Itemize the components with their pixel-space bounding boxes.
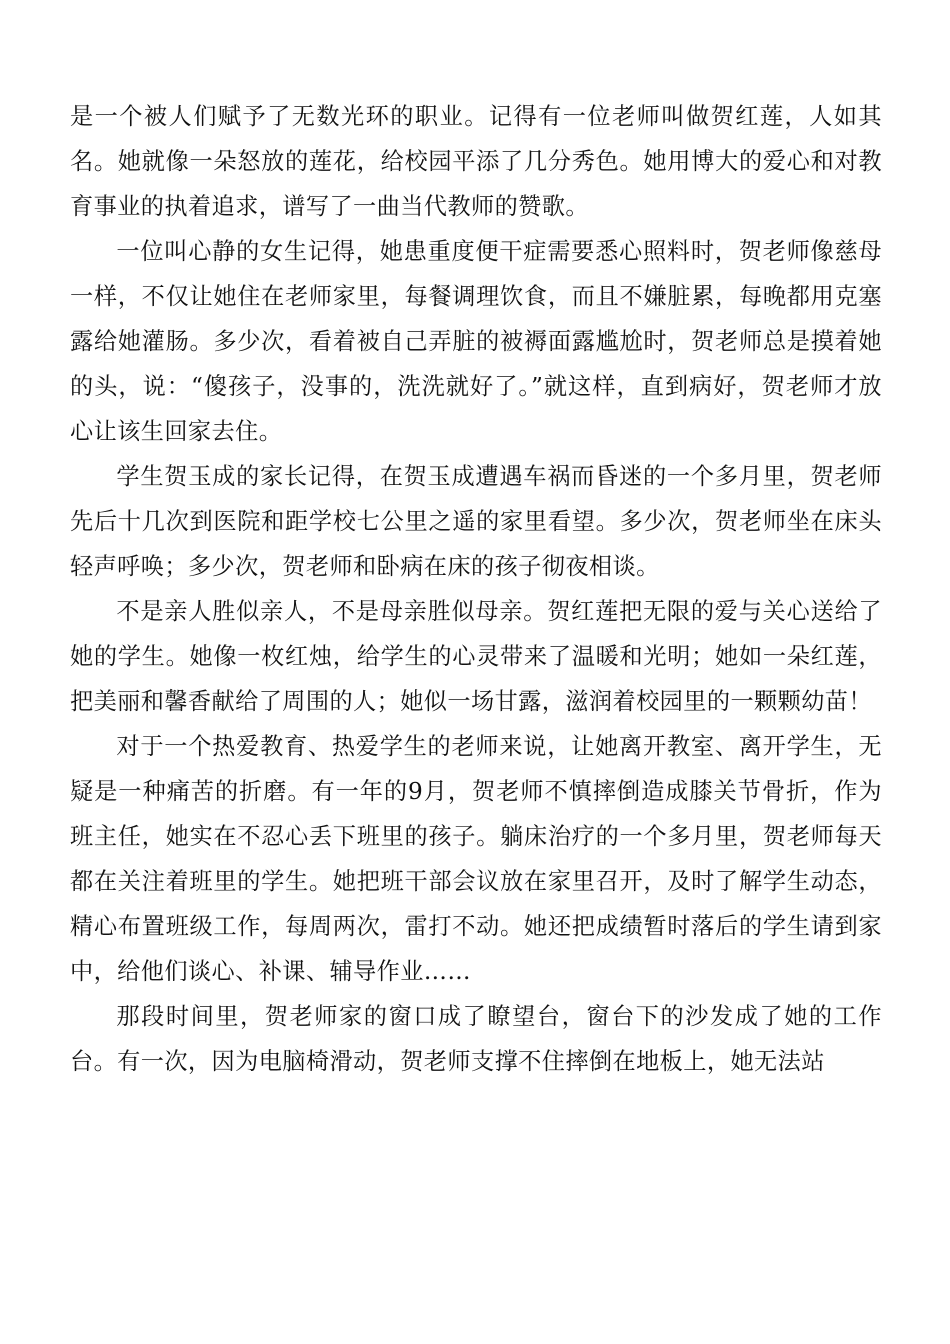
- document-body: [70, 94, 882, 1084]
- paragraph-3: 学生贺玉成的家长记得，在贺玉成遭遇车祸而昏迷的一个多月里，贺老师先后十几次到医院和距学校七公里之遥的家里看望。多少次，贺老师坐在床头轻声呼唤；多少次，贺老师和卧病在床的孩子彻夜相谈。: [70, 463, 882, 580]
- paragraph-4: 不是亲人胜似亲人，不是母亲胜似母亲。贺红莲把无限的爱与关心送给了她的学生。她像一枚红烛，给学生的心灵带来了温暖和光明；她如一朵红莲，把美丽和馨香献给了周围的人；她似一场甘露，滋润着校园里的一颗颗幼苗！: [70, 598, 882, 715]
- paragraph-2: 一位叫心静的女生记得，她患重度便干症需要悉心照料时，贺老师像慈母一样，不仅让她住在老师家里，每餐调理饮食，而且不嫌脏累，每晚都用克塞露给她灌肠。多少次，看着被自己弄脏的被褥面露尴尬时，贺老师总是摸着她的头，说：“傻孩子，没事的，洗洗就好了。”就这样，直到病好，贺老师才放心让该生回家去住。: [70, 238, 882, 445]
- paragraph-5: 对于一个热爱教育、热爱学生的老师来说，让她离开教室、离开学生，无疑是一种痛苦的折磨。有一年的9月，贺老师不慎摔倒造成膝关节骨折，作为班主任，她实在不忍心丢下班里的孩子。躺床治疗的一个多月里，贺老师每天都在关注着班里的学生。她把班干部会议放在家里召开，及时了解学生动态，精心布置班级工作，每周两次，雷打不动。她还把成绩暂时落后的学生请到家中，给他们谈心、补课、辅导作业……: [70, 733, 882, 985]
- paragraph-1: 是一个被人们赋予了无数光环的职业。记得有一位老师叫做贺红莲，人如其名。她就像一朵怒放的莲花，给校园平添了几分秀色。她用博大的爱心和对教育事业的执着追求，谱写了一曲当代教师的赞歌。: [70, 103, 882, 220]
- paragraph-6: 那段时间里，贺老师家的窗口成了瞭望台，窗台下的沙发成了她的工作台。有一次，因为电脑椅滑动，贺老师支撑不住摔倒在地板上，她无法站: [70, 1003, 882, 1075]
